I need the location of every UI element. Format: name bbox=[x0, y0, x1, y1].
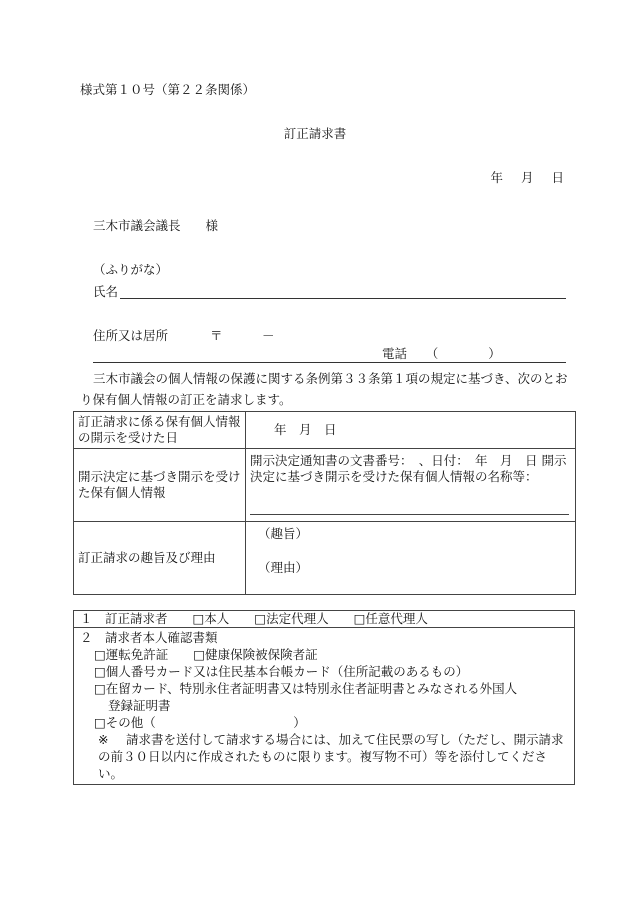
requester-box bbox=[73, 610, 575, 785]
postal-mark: 〒 bbox=[210, 328, 223, 343]
disclosure-date-label: 訂正請求に係る保有個人情報の開示を受けた日 bbox=[74, 412, 246, 449]
mailing-note bbox=[80, 731, 568, 782]
address-label: 住所又は居所 bbox=[93, 328, 169, 343]
addressee: 三木市議会議長 様 bbox=[93, 218, 219, 233]
date-line: 年 月 日 bbox=[490, 170, 564, 185]
table-row bbox=[74, 522, 576, 595]
form-number: 様式第１０号（第２２条関係） bbox=[80, 82, 256, 97]
disclosed-info-line bbox=[250, 514, 569, 515]
id-doc-option: □在留カード、特別永住者証明書又は特別永住者証明書とみなされる外国人 bbox=[94, 681, 518, 696]
purpose-reason-cell bbox=[246, 522, 576, 595]
id-documents-heading: ２ 請求者本人確認書類 bbox=[80, 630, 218, 645]
address-field-line bbox=[93, 362, 566, 363]
id-documents-section bbox=[74, 628, 574, 784]
table-row bbox=[74, 412, 576, 449]
note-mark: ※ bbox=[98, 732, 109, 747]
postal-dash: － bbox=[262, 328, 275, 343]
id-doc-option: □その他（ ） bbox=[94, 715, 306, 730]
disclosed-info-cell bbox=[246, 449, 576, 522]
purpose-reason-label: 訂正請求の趣旨及び理由 bbox=[74, 522, 246, 595]
disclosed-info-label: 開示決定に基づき開示を受けた保有個人情報 bbox=[74, 449, 246, 522]
note-text: 請求書を送付して請求する場合には、加えて住民票の写し（ただし、開示請求の前３０日以内に作成されたものに限ります。複写物不可）等を添付してください。 bbox=[98, 732, 564, 781]
request-table bbox=[73, 411, 576, 595]
furigana-label: （ふりがな） bbox=[93, 262, 169, 277]
name-label: 氏名 bbox=[93, 284, 119, 299]
intro-text: 三木市議会の個人情報の保護に関する条例第３３条第１項の規定に基づき、次のとおり保有個人情報の訂正を請求します。 bbox=[80, 371, 568, 407]
requester-type-row: １ 訂正請求者 □本人 □法定代理人 □任意代理人 bbox=[74, 611, 574, 628]
disclosure-date-value: 年 月 日 bbox=[246, 412, 576, 449]
id-doc-option: □運転免許証 □健康保険被保険者証 bbox=[94, 647, 318, 662]
purpose-label: （趣旨） bbox=[258, 526, 309, 541]
disclosed-info-value: 開示決定通知書の文書番号： 、日付： 年 月 日 開示決定に基づき開示を受けた保有個人情報の名称等： bbox=[250, 453, 567, 484]
id-doc-option-cont: 登録証明書 bbox=[108, 698, 171, 713]
name-field-line bbox=[120, 298, 566, 299]
phone-label: 電話 （ ） bbox=[382, 346, 501, 361]
reason-label: （理由） bbox=[258, 560, 309, 575]
document-title: 訂正請求書 bbox=[283, 126, 347, 141]
id-doc-option: □個人番号カード又は住民基本台帳カード（住所記載のあるもの） bbox=[94, 664, 469, 679]
table-row bbox=[74, 449, 576, 522]
